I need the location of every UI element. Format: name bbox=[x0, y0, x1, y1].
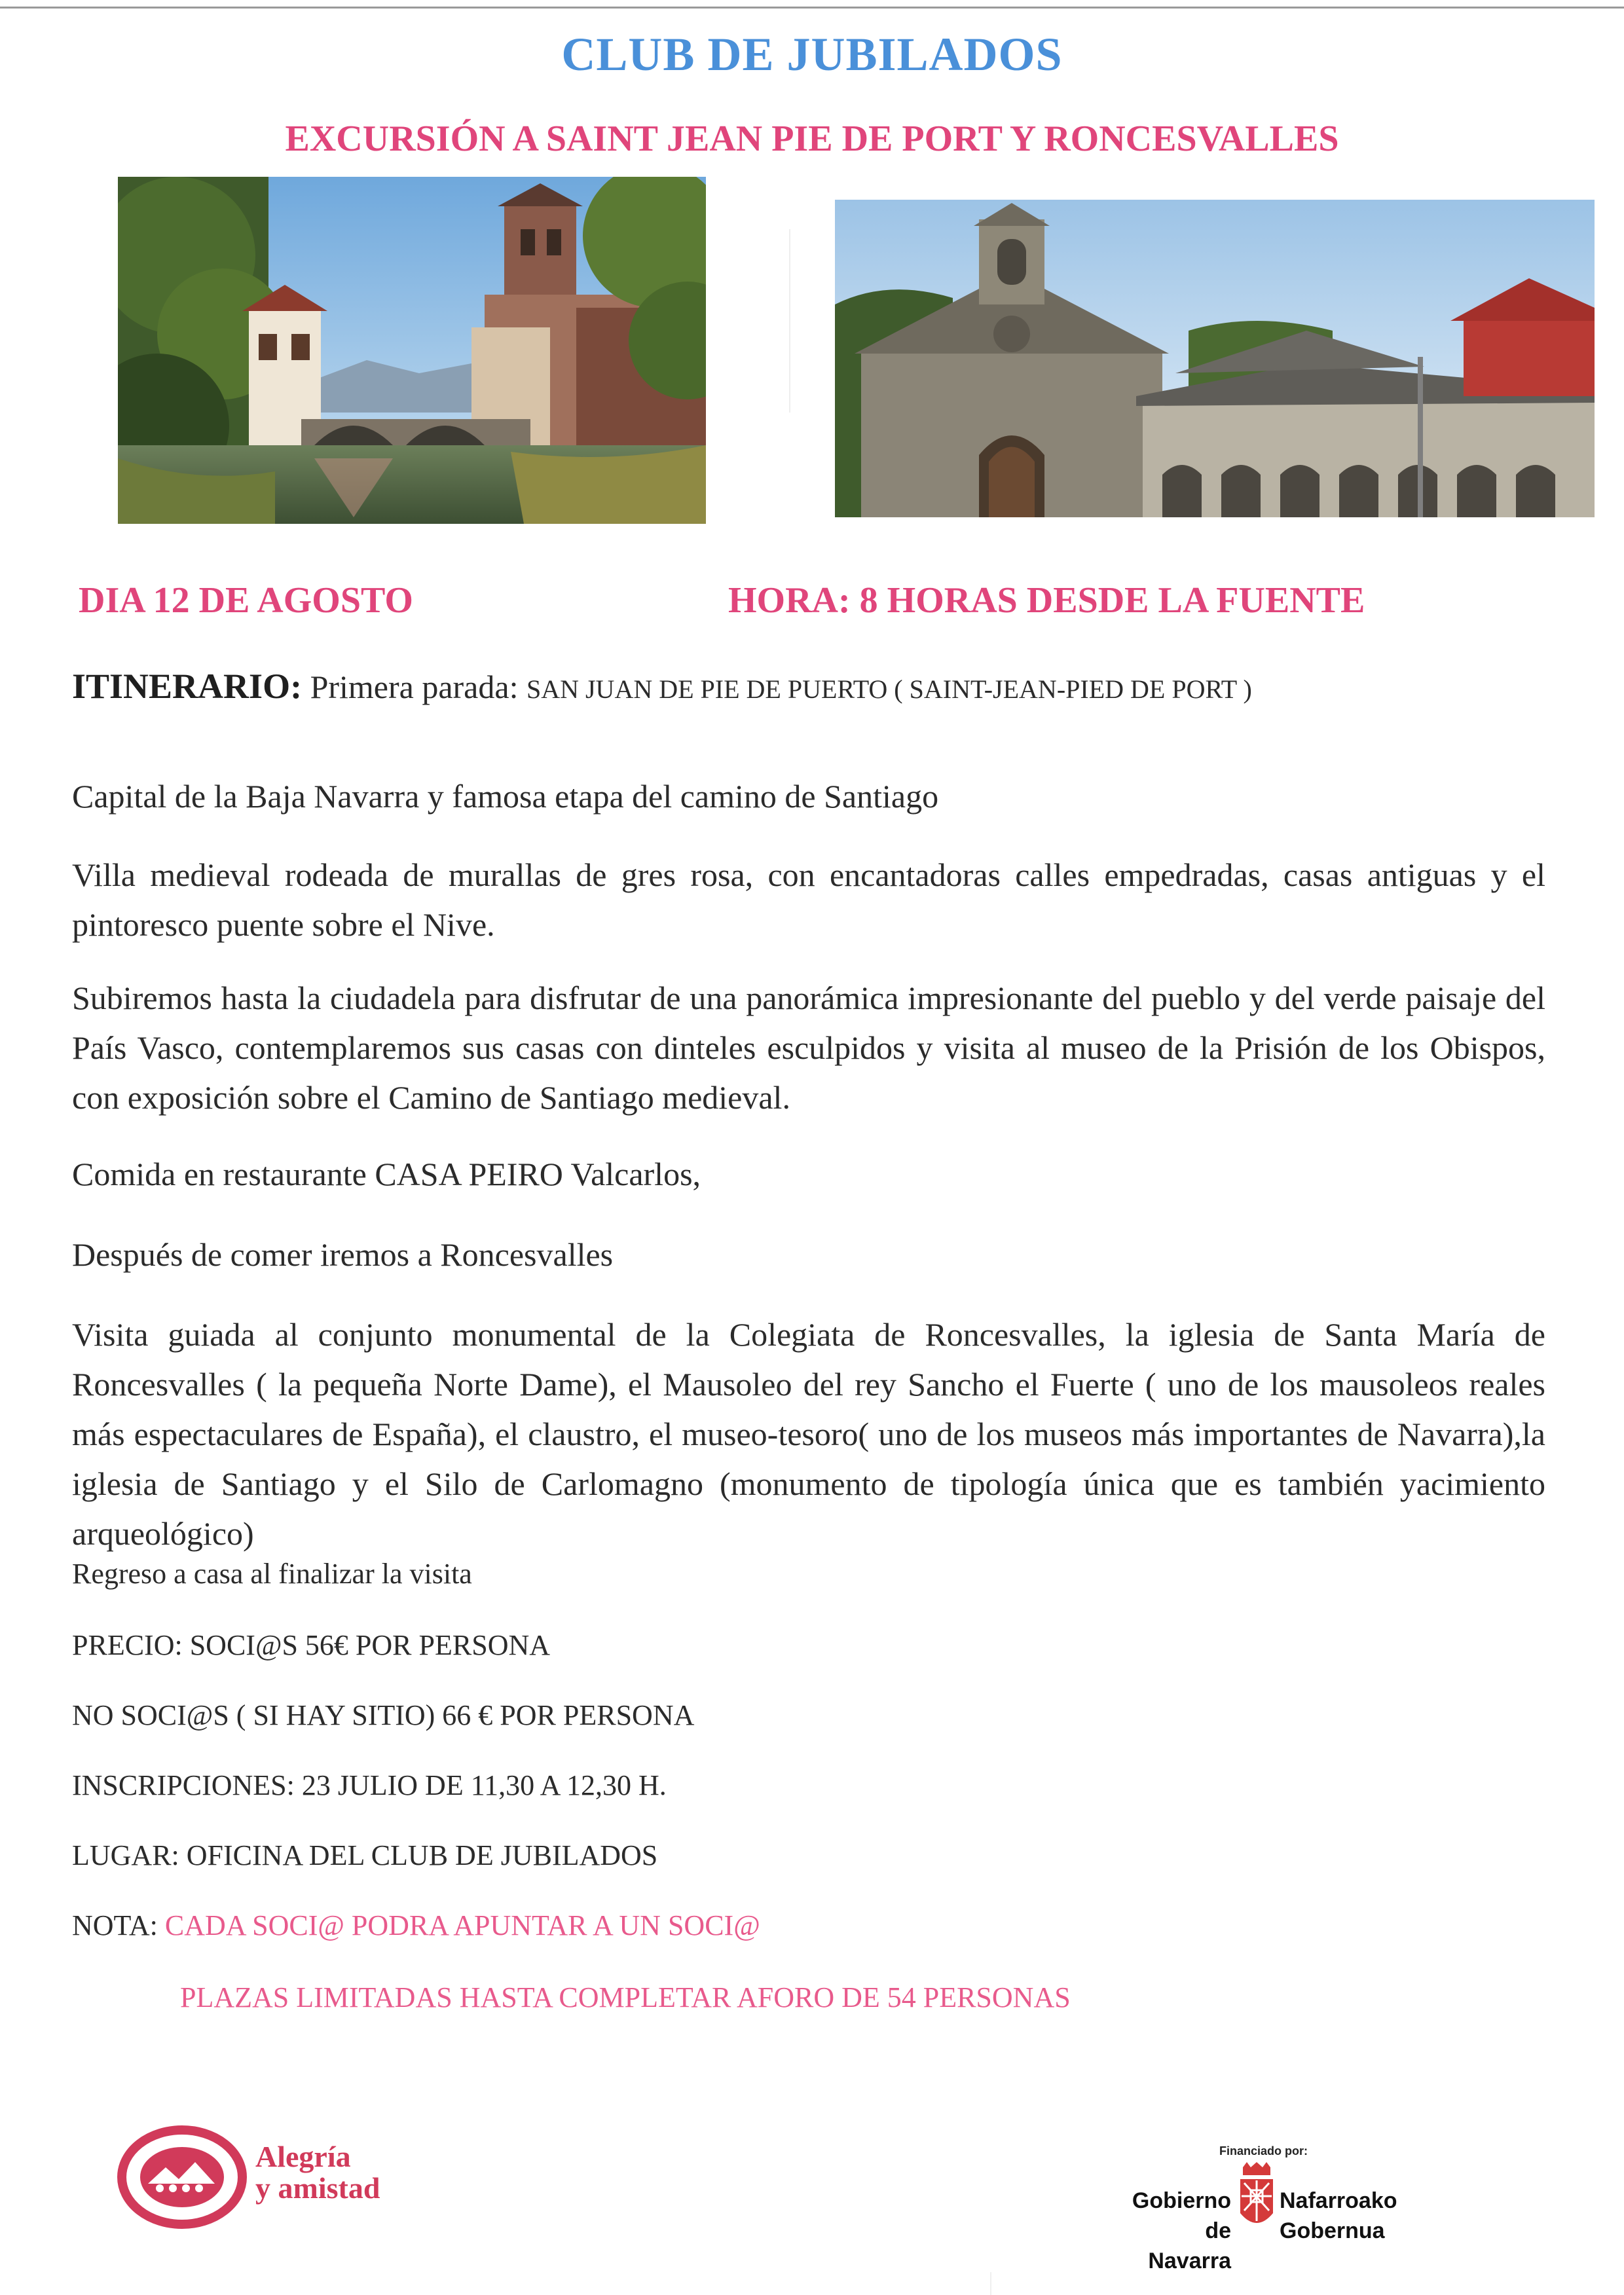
page-title: CLUB DE JUBILADOS bbox=[561, 28, 1063, 81]
gov-name-es-line-2: de Navarra bbox=[1148, 2218, 1231, 2273]
registration-place: LUGAR: OFICINA DEL CLUB DE JUBILADOS bbox=[72, 1839, 658, 1871]
gov-name-eu-line-1: Nafarroako bbox=[1280, 2188, 1397, 2213]
itinerary-label: ITINERARIO: bbox=[72, 667, 303, 706]
top-rule bbox=[0, 7, 1624, 9]
photo-divider bbox=[789, 229, 790, 413]
gov-name-es bbox=[1125, 2186, 1231, 2276]
gov-name-eu bbox=[1280, 2186, 1397, 2246]
note bbox=[72, 1909, 760, 1942]
registration-info: INSCRIPCIONES: 23 JULIO DE 11,30 A 12,30 H. bbox=[72, 1769, 667, 1801]
itinerary-first-stop bbox=[72, 661, 1545, 714]
first-stop-label: Primera parada: bbox=[302, 669, 526, 705]
note-text: CADA SOCI@ PODRA APUNTAR A UN SOCI@ bbox=[164, 1909, 760, 1941]
club-motto bbox=[255, 2141, 380, 2204]
club-motto-line-1: Alegría bbox=[255, 2140, 351, 2173]
itinerary-paragraph: Visita guiada al conjunto monumental de la Colegiata de Roncesvalles, la iglesia de Santa María de Roncesvalles ( la pequeña Norte Dame), el Mausoleo del rey Sancho el Fuerte ( uno de los mausoleos reales más espectaculares de España), el claustro, el museo-tesoro( uno de los museos más importantes de Navarra),la iglesia de Santiago y el Silo de Carlomagno (monumento de tipología única que es también yacimiento arqueológico) bbox=[72, 1316, 1545, 1552]
itinerary-paragraph: Después de comer iremos a Roncesvalles bbox=[72, 1236, 614, 1273]
itinerary-paragraph: Subiremos hasta la ciudadela para disfrutar de una panorámica impresionante del pueblo y del verde paisaje del País Vasco, contemplaremos sus casas con dinteles esculpidos y visita al museo de la Prisión de los Obispos, con exposición sobre el Camino de Santiago medieval. bbox=[72, 980, 1545, 1116]
gov-name-es-line-1: Gobierno bbox=[1132, 2188, 1231, 2213]
page-subtitle: EXCURSIÓN A SAINT JEAN PIE DE PORT Y RONCESVALLES bbox=[285, 119, 1339, 159]
club-motto-line-2: y amistad bbox=[255, 2171, 380, 2205]
itinerary-paragraph: Capital de la Baja Navarra y famosa etapa del camino de Santiago bbox=[72, 778, 939, 815]
navarra-coat-of-arms-icon bbox=[1236, 2161, 1277, 2234]
itinerary-paragraph: Comida en restaurante CASA PEIRO Valcarlos, bbox=[72, 1156, 701, 1192]
itinerary-paragraph: Villa medieval rodeada de murallas de gres rosa, con encantadoras calles empedradas, casas antiguas y el pintoresco puente sobre el Nive. bbox=[72, 856, 1545, 943]
gov-name-eu-line-2: Gobernua bbox=[1280, 2218, 1385, 2243]
event-time: HORA: 8 HORAS DESDE LA FUENTE bbox=[728, 580, 1365, 621]
note-label: NOTA: bbox=[72, 1909, 165, 1941]
scan-mark bbox=[990, 2272, 991, 2295]
funded-by-label: Financiado por: bbox=[1219, 2144, 1308, 2157]
price-members: PRECIO: SOCI@S 56€ POR PERSONA bbox=[72, 1629, 551, 1661]
limited-places-note: PLAZAS LIMITADAS HASTA COMPLETAR AFORO DE 54 PERSONAS bbox=[180, 1981, 1071, 2013]
return-note: Regreso a casa al finalizar la visita bbox=[72, 1558, 472, 1590]
first-stop-name: SAN JUAN DE PIE DE PUERTO ( SAINT-JEAN-PIED DE PORT ) bbox=[526, 674, 1252, 704]
roncesvalles-photo bbox=[835, 200, 1595, 517]
saint-jean-pied-de-port-photo bbox=[118, 177, 706, 524]
event-date: DIA 12 DE AGOSTO bbox=[79, 580, 413, 621]
price-non-members: NO SOCI@S ( SI HAY SITIO) 66 € POR PERSONA bbox=[72, 1699, 695, 1731]
